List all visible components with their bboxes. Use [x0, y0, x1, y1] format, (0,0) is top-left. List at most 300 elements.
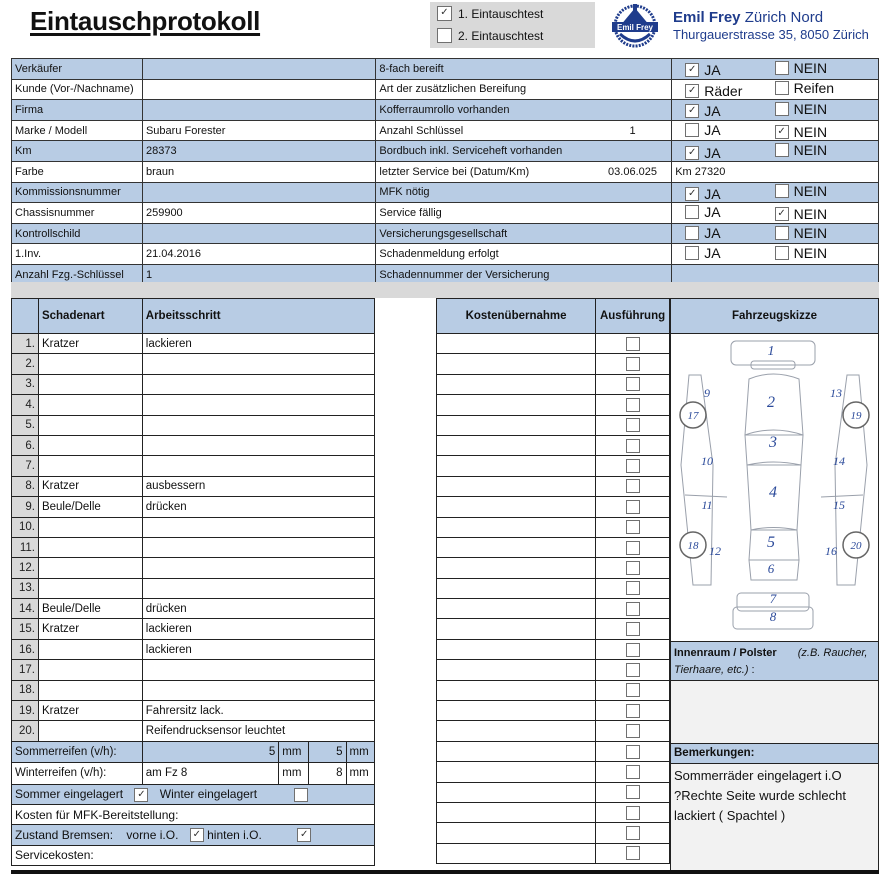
row-number: 20.: [12, 721, 39, 741]
damage-row: [12, 354, 375, 374]
sketch-zone-label[interactable]: 4: [769, 484, 777, 501]
cost-row: [437, 497, 670, 517]
option-1-label: JA: [704, 62, 721, 79]
option-1-label: JA: [704, 185, 721, 202]
option-1-checkbox[interactable]: ✓: [685, 84, 699, 98]
bremsen-label: Zustand Bremsen:: [15, 827, 114, 842]
test-2[interactable]: [437, 28, 543, 43]
check-label: Kofferraumrollo vorhanden: [376, 100, 594, 121]
sketch-zone-label[interactable]: 2: [767, 394, 775, 411]
cost-row: [437, 517, 670, 537]
separator-band: [11, 282, 879, 298]
kostenuebernahme-cell[interactable]: [437, 578, 596, 598]
check-extra: [594, 203, 672, 224]
unit: mm: [279, 763, 309, 783]
sketch-zone-label[interactable]: 1: [767, 344, 775, 359]
cost-row: [437, 721, 670, 741]
cost-row: [437, 578, 670, 598]
arbeitsschritt-cell[interactable]: [142, 415, 374, 435]
schadenart-cell[interactable]: Kratzer: [38, 701, 142, 721]
info-value[interactable]: [142, 100, 375, 121]
option-1-label: JA: [704, 203, 721, 220]
option-2-label: NEIN: [793, 206, 828, 223]
arbeitsschritt-cell[interactable]: [142, 660, 374, 680]
test-1-checkbox[interactable]: ✓: [437, 6, 452, 21]
arbeitsschritt-cell[interactable]: ausbessern: [142, 476, 374, 496]
arbeitsschritt-cell[interactable]: drücken: [142, 599, 374, 619]
info-label: Firma: [12, 100, 143, 121]
option-1-checkbox[interactable]: ✓: [685, 104, 699, 118]
row-number: 19.: [12, 701, 39, 721]
servicekosten-row: [12, 845, 375, 865]
check-extra: [594, 59, 672, 80]
arbeitsschritt-cell[interactable]: lackieren: [142, 334, 374, 354]
vehicle-sketch-panel: [670, 298, 879, 873]
info-value[interactable]: 1: [142, 264, 375, 285]
page-title: Eintauschprotokoll: [30, 6, 261, 36]
ausfuehrung-checkbox[interactable]: [626, 439, 640, 453]
check-label: Anzahl Schlüssel: [376, 120, 594, 141]
ausfuehrung-checkbox[interactable]: [626, 785, 640, 799]
cost-row: [437, 762, 670, 782]
winter-hinten[interactable]: 8: [309, 763, 346, 783]
test-2-label: 2. Eintauschtest: [458, 28, 544, 43]
damage-row: [12, 558, 375, 578]
check-extra: [594, 141, 672, 162]
schadenart-cell[interactable]: Beule/Delle: [38, 497, 142, 517]
schadenart-cell[interactable]: [38, 721, 142, 741]
vehicle-sketch-diagram[interactable]: [671, 335, 878, 640]
option-2-label: NEIN: [793, 142, 828, 159]
option-1-label: JA: [704, 224, 721, 241]
sketch-zone-label[interactable]: 3: [769, 434, 777, 451]
kostenuebernahme-cell[interactable]: [437, 558, 596, 578]
logo-text: Emil Frey: [616, 23, 654, 32]
sommer-eingelagert-checkbox[interactable]: ✓: [134, 788, 148, 802]
option-2-checkbox[interactable]: [775, 226, 789, 240]
kostenuebernahme-cell[interactable]: [437, 517, 596, 537]
kostenuebernahme-cell[interactable]: [437, 456, 596, 476]
winterreifen-label: Winterreifen (v/h):: [12, 763, 143, 784]
info-value[interactable]: 28373: [142, 141, 375, 162]
option-1-checkbox[interactable]: [685, 123, 699, 137]
kostenuebernahme-cell[interactable]: [437, 354, 596, 374]
arbeitsschritt-cell[interactable]: [142, 456, 374, 476]
option-2-label: NEIN: [793, 245, 828, 262]
option-1-label: JA: [704, 103, 721, 120]
cost-row: [437, 558, 670, 578]
cost-row: [437, 354, 670, 374]
option-1-checkbox[interactable]: ✓: [685, 187, 699, 201]
brand-location: Zürich Nord: [740, 9, 824, 26]
kostenuebernahme-cell[interactable]: [437, 619, 596, 639]
cost-row: [437, 619, 670, 639]
arbeitsschritt-cell[interactable]: [142, 537, 374, 557]
ausfuehrung-checkbox[interactable]: [626, 846, 640, 860]
cost-table: [436, 298, 670, 864]
damage-row: [12, 701, 375, 721]
arbeitsschritt-cell[interactable]: [142, 680, 374, 700]
sketch-zone-label[interactable]: 6: [767, 561, 775, 576]
unit: mm: [346, 742, 374, 762]
kostenuebernahme-cell[interactable]: [437, 415, 596, 435]
damage-row: [12, 334, 375, 354]
ausfuehrung-checkbox[interactable]: [626, 561, 640, 575]
check-label: MFK nötig: [376, 182, 594, 203]
sketch-zone-label[interactable]: 7: [769, 591, 777, 606]
option-1-checkbox[interactable]: [685, 205, 699, 219]
test-2-checkbox[interactable]: [437, 28, 452, 43]
bottom-border: [11, 870, 879, 874]
arbeitsschritt-cell[interactable]: [142, 578, 374, 598]
schadenart-cell[interactable]: [38, 517, 142, 537]
info-value[interactable]: [142, 79, 375, 100]
damage-row: [12, 497, 375, 517]
kostenuebernahme-cell[interactable]: [437, 476, 596, 496]
arbeitsschritt-cell[interactable]: [142, 517, 374, 537]
damage-row: [12, 599, 375, 619]
option-2-label: NEIN: [793, 59, 828, 76]
sketch-zone-label[interactable]: 5: [767, 534, 775, 551]
innenraum-field[interactable]: [671, 681, 878, 743]
schadenart-cell[interactable]: [38, 680, 142, 700]
ausfuehrung-checkbox[interactable]: [626, 520, 640, 534]
ausfuehrung-checkbox[interactable]: [626, 622, 640, 636]
ausfuehrung-checkbox[interactable]: [626, 826, 640, 840]
info-value[interactable]: [142, 182, 375, 203]
bemerkung-line: ?Rechte Seite wurde schlecht: [674, 788, 846, 803]
arbeitsschritt-cell[interactable]: drücken: [142, 497, 374, 517]
row-number: 9.: [12, 497, 39, 517]
ausfuehrung-checkbox[interactable]: [626, 724, 640, 738]
mfk-kosten-row: [12, 804, 375, 824]
kostenuebernahme-cell[interactable]: [437, 701, 596, 721]
kostenuebernahme-cell[interactable]: [437, 639, 596, 659]
ausfuehrung-checkbox[interactable]: [626, 704, 640, 718]
row-number: 18.: [12, 680, 39, 700]
ausfuehrung-checkbox[interactable]: [626, 683, 640, 697]
ausfuehrung-checkbox[interactable]: [626, 663, 640, 677]
kostenuebernahme-cell[interactable]: [437, 721, 596, 741]
schadenart-cell[interactable]: [38, 639, 142, 659]
vehicle-info-table: [11, 58, 879, 286]
innenraum-label: Innenraum / Polster: [674, 647, 777, 659]
ausfuehrung-checkbox[interactable]: [626, 398, 640, 412]
kostenuebernahme-cell[interactable]: [437, 374, 596, 394]
ausfuehrung-checkbox[interactable]: [626, 765, 640, 779]
sketch-zone-label[interactable]: 19: [850, 410, 862, 422]
sommer-vorne[interactable]: 5: [143, 742, 279, 762]
sketch-zone-label[interactable]: 18: [687, 540, 699, 552]
col-number: [12, 299, 39, 334]
test-1[interactable]: [437, 6, 543, 21]
sketch-zone-label[interactable]: 12: [709, 544, 721, 558]
info-label: Marke / Modell: [12, 120, 143, 141]
option-2-label: NEIN: [793, 183, 828, 200]
option-2-checkbox[interactable]: [775, 81, 789, 95]
schadenart-cell[interactable]: Kratzer: [38, 619, 142, 639]
info-label: Farbe: [12, 161, 143, 182]
ausfuehrung-checkbox[interactable]: [626, 418, 640, 432]
schadenart-cell[interactable]: [38, 558, 142, 578]
winter-eingelagert-checkbox[interactable]: [294, 788, 308, 802]
kostenuebernahme-cell[interactable]: [437, 660, 596, 680]
sommerreifen-row: [12, 741, 375, 762]
service-km: Km 27320: [672, 161, 879, 182]
option-2-checkbox[interactable]: [775, 143, 789, 157]
sommer-hinten[interactable]: 5: [309, 742, 346, 762]
info-row: [12, 100, 879, 121]
damage-row: [12, 456, 375, 476]
info-label: Kunde (Vor-/Nachname): [12, 79, 143, 100]
row-number: 13.: [12, 578, 39, 598]
innenraum-colon: :: [748, 664, 755, 676]
arbeitsschritt-cell[interactable]: [142, 354, 374, 374]
kostenuebernahme-cell[interactable]: [437, 782, 596, 802]
ausfuehrung-checkbox[interactable]: [626, 581, 640, 595]
damage-row: [12, 578, 375, 598]
sketch-zone-label[interactable]: 10: [701, 454, 713, 468]
info-row: [12, 182, 879, 203]
cost-row: [437, 782, 670, 802]
ausfuehrung-checkbox[interactable]: [626, 541, 640, 555]
check-extra: [594, 244, 672, 265]
cost-row: [437, 660, 670, 680]
winter-eingelagert-label: Winter eingelagert: [159, 786, 258, 801]
row-number: 15.: [12, 619, 39, 639]
hinten-label: hinten i.O.: [207, 827, 262, 842]
sketch-zone-label[interactable]: 16: [825, 544, 837, 558]
row-number: 14.: [12, 599, 39, 619]
damage-row: [12, 619, 375, 639]
option-1-checkbox[interactable]: ✓: [685, 63, 699, 77]
sketch-zone-label[interactable]: 15: [833, 498, 845, 512]
option-1-checkbox[interactable]: [685, 226, 699, 240]
info-value[interactable]: [142, 59, 375, 80]
option-2-checkbox[interactable]: [775, 102, 789, 116]
check-label: Schadenmeldung erfolgt: [376, 244, 594, 265]
row-number: 8.: [12, 476, 39, 496]
ausfuehrung-checkbox[interactable]: [626, 806, 640, 820]
innenraum-header: [671, 641, 878, 681]
kostenuebernahme-cell[interactable]: [437, 823, 596, 843]
info-value[interactable]: Subaru Forester: [142, 120, 375, 141]
option-2-label: NEIN: [793, 224, 828, 241]
damage-row: [12, 680, 375, 700]
check-extra: [594, 182, 672, 203]
check-extra: [594, 100, 672, 121]
test-selection: [430, 2, 595, 48]
schadenart-cell[interactable]: [38, 435, 142, 455]
kostenuebernahme-cell[interactable]: [437, 741, 596, 761]
option-1-label: JA: [704, 245, 721, 262]
info-value[interactable]: [142, 223, 375, 244]
check-extra: [594, 223, 672, 244]
schadenart-cell[interactable]: Kratzer: [38, 334, 142, 354]
arbeitsschritt-cell[interactable]: lackieren: [142, 619, 374, 639]
damage-row: [12, 435, 375, 455]
check-extra: 03.06.025: [594, 161, 672, 182]
damage-row: [12, 639, 375, 659]
schadenart-cell[interactable]: [38, 395, 142, 415]
check-label: letzter Service bei (Datum/Km): [376, 161, 594, 182]
cost-row: [437, 374, 670, 394]
cost-row: [437, 599, 670, 619]
kostenuebernahme-cell[interactable]: [437, 537, 596, 557]
schadenart-cell[interactable]: [38, 537, 142, 557]
cost-row: [437, 741, 670, 761]
schadenart-cell[interactable]: [38, 354, 142, 374]
row-number: 10.: [12, 517, 39, 537]
kostenuebernahme-cell[interactable]: [437, 435, 596, 455]
vorne-checkbox[interactable]: ✓: [190, 828, 204, 842]
schadenart-cell[interactable]: Beule/Delle: [38, 599, 142, 619]
check-extra: [594, 79, 672, 100]
info-row: [12, 120, 879, 141]
row-number: 4.: [12, 395, 39, 415]
kostenuebernahme-cell[interactable]: [437, 334, 596, 354]
ausfuehrung-checkbox[interactable]: [626, 643, 640, 657]
cost-row: [437, 701, 670, 721]
row-number: 5.: [12, 415, 39, 435]
dealer-brand: [673, 9, 869, 42]
damage-row: [12, 415, 375, 435]
cost-row: [437, 435, 670, 455]
ausfuehrung-checkbox[interactable]: [626, 337, 640, 351]
bemerkungen-label: Bemerkungen:: [671, 743, 878, 764]
option-1-checkbox[interactable]: ✓: [685, 146, 699, 160]
row-number: 3.: [12, 374, 39, 394]
info-row: [12, 244, 879, 265]
kostenuebernahme-cell[interactable]: [437, 802, 596, 822]
option-2-label: NEIN: [793, 100, 828, 117]
info-label: 1.Inv.: [12, 244, 143, 265]
sketch-zone-label[interactable]: 14: [833, 454, 845, 468]
row-number: 7.: [12, 456, 39, 476]
winter-vorne[interactable]: am Fz 8: [143, 763, 279, 783]
info-label: Kommissionsnummer: [12, 182, 143, 203]
schadenart-cell[interactable]: [38, 415, 142, 435]
damage-row: [12, 537, 375, 557]
row-number: 1.: [12, 334, 39, 354]
option-1-checkbox[interactable]: [685, 246, 699, 260]
arbeitsschritt-cell[interactable]: lackieren: [142, 639, 374, 659]
sketch-zone-label[interactable]: 17: [687, 410, 699, 422]
col-schadenart: Schadenart: [38, 299, 142, 334]
row-number: 16.: [12, 639, 39, 659]
schadenart-cell[interactable]: Kratzer: [38, 476, 142, 496]
kostenuebernahme-cell[interactable]: [437, 762, 596, 782]
sommerreifen-label: Sommerreifen (v/h):: [12, 741, 143, 762]
bremsen-row: [12, 825, 375, 845]
damage-row: [12, 395, 375, 415]
row-number: 6.: [12, 435, 39, 455]
hinten-checkbox[interactable]: ✓: [297, 828, 311, 842]
bemerkungen-field[interactable]: [671, 764, 878, 872]
ausfuehrung-checkbox[interactable]: [626, 377, 640, 391]
cost-row: [437, 456, 670, 476]
ausfuehrung-checkbox[interactable]: [626, 357, 640, 371]
arbeitsschritt-cell[interactable]: [142, 395, 374, 415]
damage-row: [12, 721, 375, 741]
kostenuebernahme-cell[interactable]: [437, 395, 596, 415]
option-2-checkbox[interactable]: [775, 246, 789, 260]
ausfuehrung-checkbox[interactable]: [626, 459, 640, 473]
damage-row: [12, 660, 375, 680]
sketch-zone-label[interactable]: 8: [769, 609, 777, 624]
info-label: Verkäufer: [12, 59, 143, 80]
info-row: [12, 203, 879, 224]
arbeitsschritt-cell[interactable]: [142, 374, 374, 394]
schadenart-cell[interactable]: [38, 660, 142, 680]
ausfuehrung-checkbox[interactable]: [626, 602, 640, 616]
check-label: 8-fach bereift: [376, 59, 594, 80]
sketch-zone-label[interactable]: 20: [850, 540, 862, 552]
vorne-label: vorne i.O.: [126, 827, 179, 842]
kostenuebernahme-cell[interactable]: [437, 843, 596, 863]
info-row: [12, 141, 879, 162]
option-2-checkbox[interactable]: ✓: [775, 125, 789, 139]
eingelagert-row: [12, 784, 375, 804]
option-1-label: JA: [704, 144, 721, 161]
unit: mm: [349, 767, 369, 780]
winterreifen-row: [12, 763, 375, 784]
kostenuebernahme-cell[interactable]: [437, 497, 596, 517]
option-2-checkbox[interactable]: [775, 184, 789, 198]
option-2-checkbox[interactable]: ✓: [775, 207, 789, 221]
col-kostenuebernahme: Kostenübernahme: [437, 299, 596, 334]
option-2-checkbox[interactable]: [775, 61, 789, 75]
ausfuehrung-checkbox[interactable]: [626, 500, 640, 514]
arbeitsschritt-cell[interactable]: [142, 435, 374, 455]
arbeitsschritt-cell[interactable]: [142, 558, 374, 578]
row-number: 11.: [12, 537, 39, 557]
check-label: Bordbuch inkl. Serviceheft vorhanden: [376, 141, 594, 162]
info-row: [12, 223, 879, 244]
option-2-label: Reifen: [793, 80, 835, 97]
col-arbeitsschritt: Arbeitsschritt: [142, 299, 374, 334]
check-label: Art der zusätzlichen Bereifung: [376, 79, 594, 100]
cost-row: [437, 639, 670, 659]
info-label: Anzahl Fzg.-Schlüssel: [12, 264, 143, 285]
damage-row: [12, 374, 375, 394]
schadenart-cell[interactable]: [38, 374, 142, 394]
cost-row: [437, 843, 670, 863]
check-label: Versicherungsgesellschaft: [376, 223, 594, 244]
row-number: 2.: [12, 354, 39, 374]
ausfuehrung-checkbox[interactable]: [626, 479, 640, 493]
row-number: 17.: [12, 660, 39, 680]
schadenart-cell[interactable]: [38, 578, 142, 598]
info-value[interactable]: braun: [142, 161, 375, 182]
arbeitsschritt-cell[interactable]: Fahrersitz lack.: [142, 701, 374, 721]
sketch-zone-label[interactable]: 11: [701, 498, 713, 512]
sketch-zone-label[interactable]: 13: [830, 386, 842, 400]
info-value[interactable]: 21.04.2016: [142, 244, 375, 265]
cost-row: [437, 395, 670, 415]
servicekosten-label: Servicekosten:: [12, 845, 375, 865]
sketch-zone-label[interactable]: 9: [704, 386, 710, 400]
arbeitsschritt-cell[interactable]: Reifendrucksensor leuchtet: [142, 721, 374, 741]
ausfuehrung-checkbox[interactable]: [626, 745, 640, 759]
info-value[interactable]: 259900: [142, 203, 375, 224]
schadenart-cell[interactable]: [38, 456, 142, 476]
info-row: [12, 79, 879, 100]
kostenuebernahme-cell[interactable]: [437, 680, 596, 700]
kostenuebernahme-cell[interactable]: [437, 599, 596, 619]
mfk-kosten-label: Kosten für MFK-Bereitstellung:: [12, 804, 375, 824]
option-1-label: Räder: [704, 82, 743, 99]
